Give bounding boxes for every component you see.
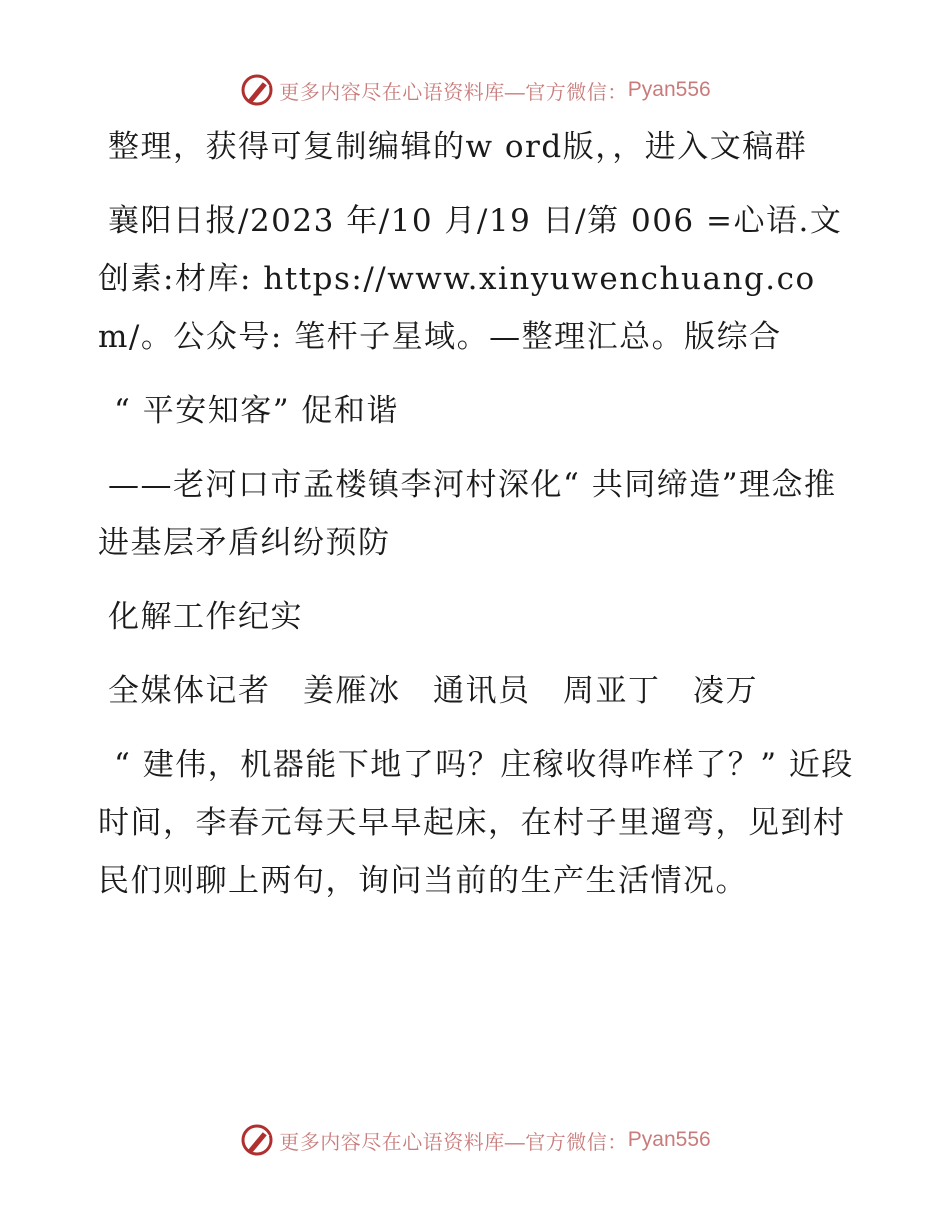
byline: 全媒体记者 姜雁冰 通讯员 周亚丁 凌万 bbox=[108, 673, 758, 709]
footer-watermark bbox=[0, 1120, 950, 1160]
watermark-brand: Pyan556 bbox=[627, 78, 711, 101]
body-paragraph: “ 建伟，机器能下地了吗？庄稼收得咋样了？” 近段时间，李春元每天早早起床，在村子里遛弯，见到村民们则聊上两句，询问当前的生产生活情况。 bbox=[98, 747, 854, 899]
pen-logo-icon bbox=[239, 72, 275, 108]
article-subtitle: ——老河口市孟楼镇李河村深化“ 共同缔造”理念推进基层矛盾纠纷预防 bbox=[98, 467, 837, 561]
watermark-text: 更多内容尽在心语资料库—官方微信： bbox=[279, 81, 628, 104]
pen-logo-icon bbox=[239, 1122, 275, 1158]
document-body bbox=[98, 118, 858, 926]
watermark-brand: Pyan556 bbox=[627, 1128, 711, 1151]
source-paragraph: 襄阳日报/2023 年/10 月/19 日/第 006 =心语.文创素:材库: https://www.xinyuwenchuang.com/。公众号: 笔杆子星域。—整理汇总。版综合 bbox=[98, 203, 843, 355]
intro-paragraph: 整理，获得可复制编辑的w ord版，，进入文稿群 bbox=[108, 129, 808, 165]
header-watermark bbox=[0, 70, 950, 110]
article-subtitle-continued: 化解工作纪实 bbox=[108, 599, 303, 635]
article-title: “ 平安知客” 促和谐 bbox=[114, 393, 399, 429]
watermark-text: 更多内容尽在心语资料库—官方微信： bbox=[279, 1131, 628, 1154]
